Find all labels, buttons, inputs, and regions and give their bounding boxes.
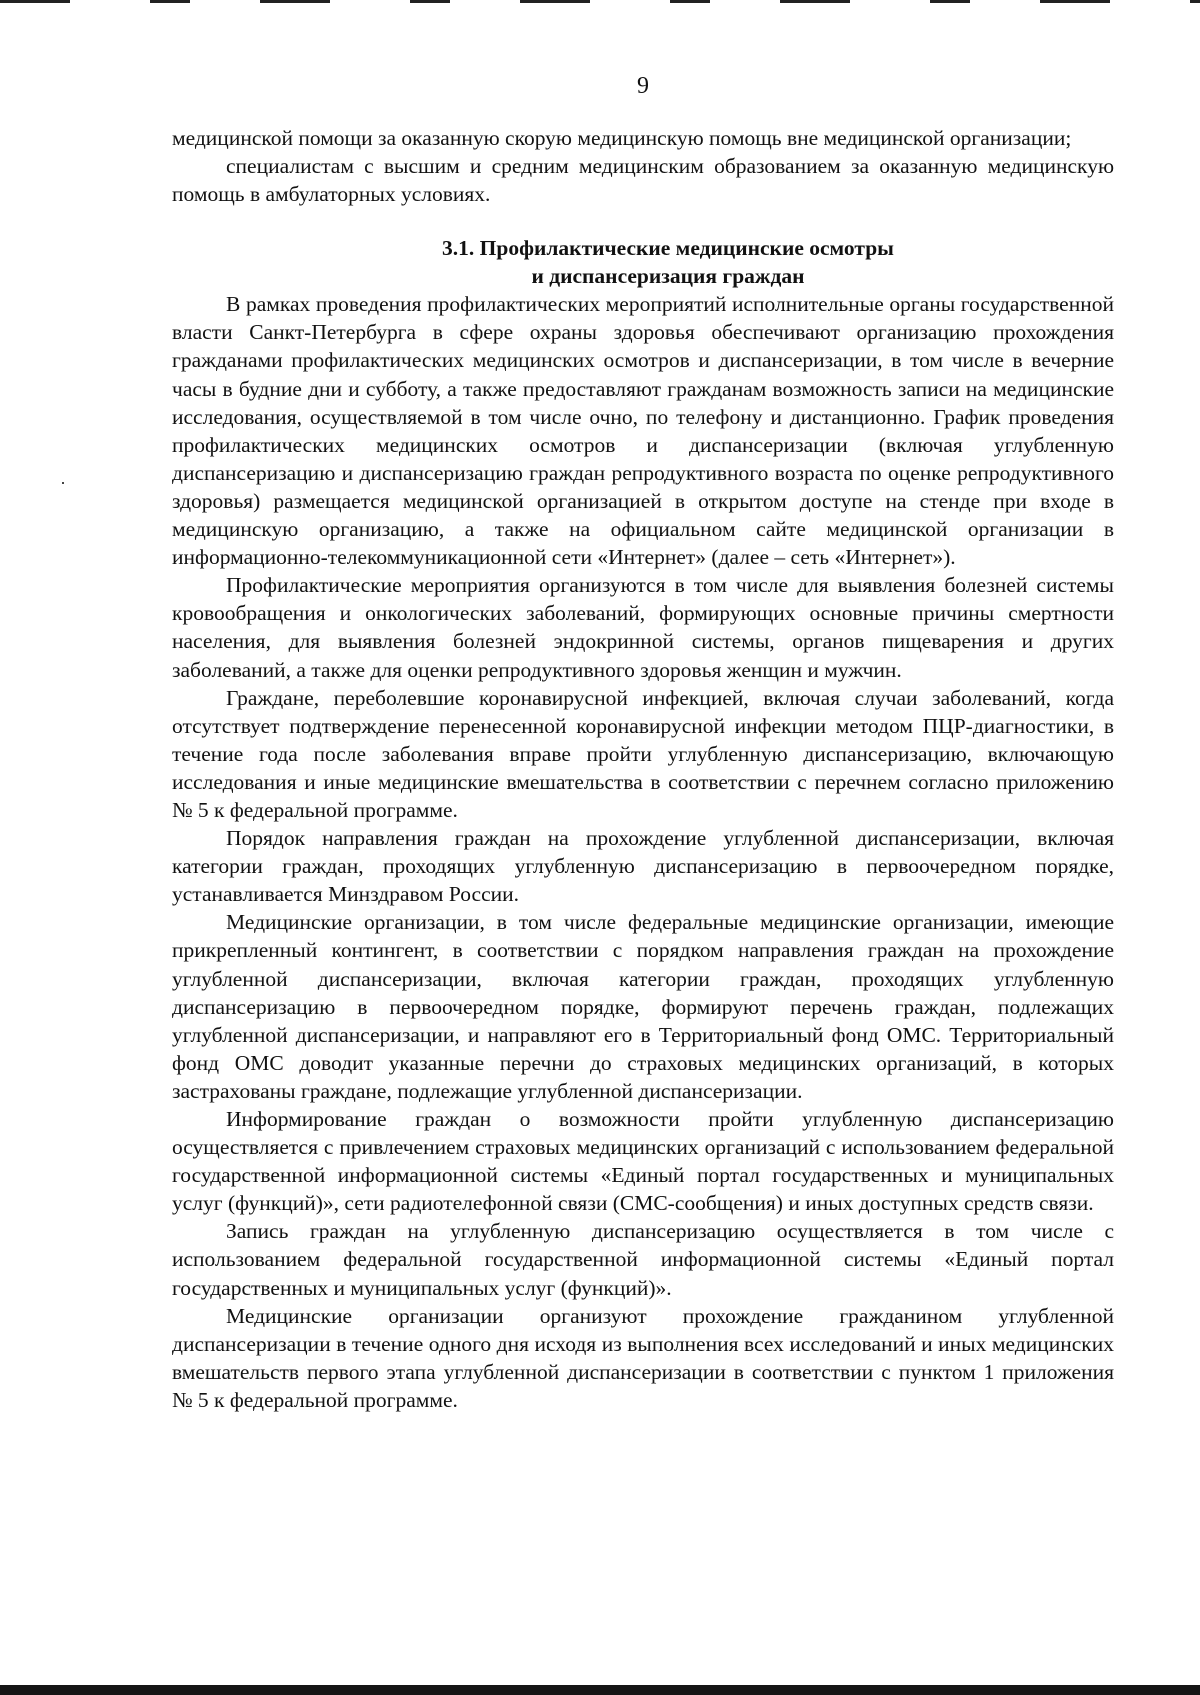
scan-border-top (0, 0, 1200, 3)
scan-speck (62, 482, 64, 484)
page-number: 9 (637, 73, 649, 99)
paragraph: В рамках проведения профилактических мероприятий исполнительные органы государственной власти Санкт-Петербурга в сфере охраны здоровья обеспечивают организацию прохождения гражданами профилактических медицинских осмотров и диспансеризации, в том числе в вечерние часы в будние дни и субботу, а также предоставляют гражданам возможность записи на медицинские исследования, осуществляемой в том числе очно, по телефону и дистанционно. График проведения профилактических медицинских осмотров и диспансеризации (включая углубленную диспансеризацию и диспансеризацию граждан репродуктивного возраста по оценке репродуктивного здоровья) размещается медицинской организацией в открытом доступе на стенде при входе в медицинскую организацию, а также на официальном сайте медицинской организации в информационно-телекоммуникационной сети «Интернет» (далее – сеть «Интернет»). (172, 292, 1114, 570)
document-page (172, 68, 1114, 1414)
paragraph: Информирование граждан о возможности пройти углубленную диспансеризацию осуществляется с привлечением страховых медицинских организаций с использованием федеральной государственной информационной системы «Единый портал государственных и муниципальных услуг (функций)», сети радиотелефонной связи (СМС-сообщения) и иных доступных средств связи. (172, 1107, 1114, 1216)
paragraph-continuation: медицинской помощи за оказанную скорую медицинскую помощь вне медицинской организации; (172, 126, 1072, 150)
section-heading-line: 3.1. Профилактические медицинские осмотры (442, 236, 894, 261)
section-heading (222, 234, 1114, 290)
paragraph: специалистам с высшим и средним медицинским образованием за оказанную медицинскую помощь в амбулаторных условиях. (172, 154, 1114, 207)
section-heading-line: и диспансеризация граждан (531, 264, 805, 289)
paragraph: Запись граждан на углубленную диспансеризацию осуществляется в том числе с использованием федеральной государственной информационной системы «Единый портал государственных и муниципальных услуг (функций)». (172, 1219, 1114, 1300)
paragraph: Медицинские организации организуют прохождение гражданином углубленной диспансеризации в течение одного дня исходя из выполнения всех исследований и иных медицинских вмешательств первого этапа углубленной диспансеризации в соответствии с пунктом 1 приложения № 5 к федеральной программе. (172, 1303, 1114, 1412)
paragraph: Профилактические мероприятия организуются в том числе для выявления болезней системы кровообращения и онкологических заболеваний, формирующих основные причины смертности населения, для выявления болезней эндокринной системы, органов пищеварения и других заболеваний, а также для оценки репродуктивного здоровья женщин и мужчин. (172, 573, 1114, 682)
paragraph: Порядок направления граждан на прохождение углубленной диспансеризации, включая категории граждан, проходящих углубленную диспансеризацию в первоочередном порядке, устанавливается Минздравом России. (172, 826, 1114, 907)
scan-border-bottom (0, 1685, 1200, 1695)
paragraph: Граждане, переболевшие коронавирусной инфекцией, включая случаи заболеваний, когда отсутствует подтверждение перенесенной коронавирусной инфекции методом ПЦР-диагностики, в течение года после заболевания вправе пройти углубленную диспансеризацию, включающую исследования и иные медицинские вмешательства в соответствии с перечнем согласно приложению № 5 к федеральной программе. (172, 685, 1114, 822)
paragraph: Медицинские организации, в том числе федеральные медицинские организации, имеющие прикрепленный контингент, в соответствии с порядком направления граждан на прохождение углубленной диспансеризации, включая категории граждан, проходящих углубленную диспансеризацию в первоочередном порядке, формируют перечень граждан, подлежащих углубленной диспансеризации, и направляют его в Территориальный фонд ОМС. Территориальный фонд ОМС доводит указанные перечни до страховых медицинских организаций, в которых застрахованы граждане, подлежащие углубленной диспансеризации. (172, 910, 1114, 1103)
